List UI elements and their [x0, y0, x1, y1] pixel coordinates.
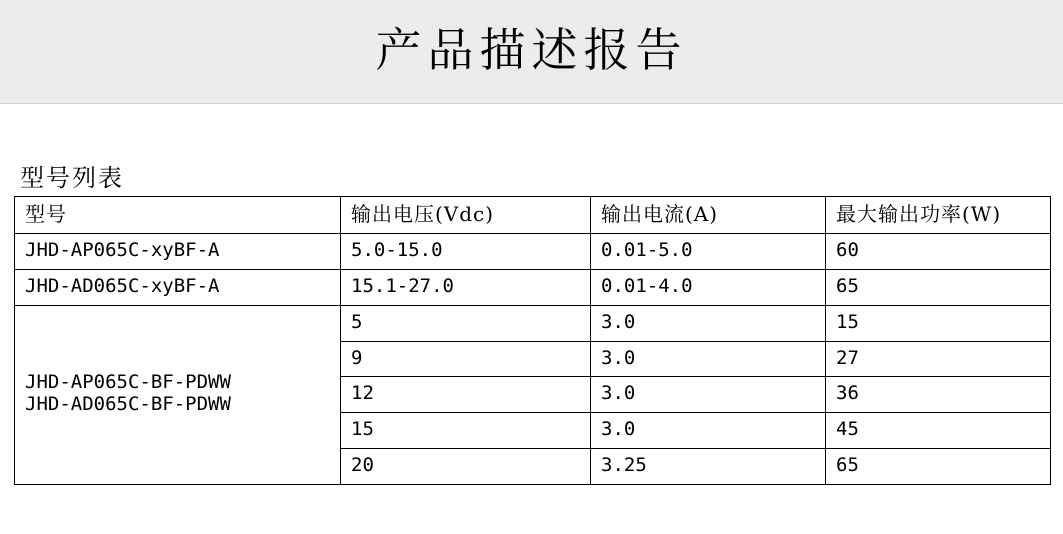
cell-power: 27: [826, 341, 1051, 377]
spec-table: [14, 196, 1051, 485]
cell-voltage: 9: [341, 341, 591, 377]
table-header-row: [15, 197, 1051, 234]
column-header-output-voltage: 输出电压(Vdc): [341, 197, 591, 234]
page-title: 产品描述报告: [375, 23, 688, 77]
cell-voltage: 12: [341, 377, 591, 413]
table-row: [15, 269, 1051, 305]
cell-voltage: 15: [341, 413, 591, 449]
model-line-1: JHD-AP065C-BF-PDWW: [25, 371, 231, 394]
cell-power: 60: [826, 234, 1051, 270]
cell-current: 3.25: [591, 449, 826, 485]
cell-voltage: 15.1-27.0: [341, 269, 591, 305]
cell-voltage: 20: [341, 449, 591, 485]
table-row: [15, 305, 1051, 341]
cell-current: 3.0: [591, 341, 826, 377]
column-header-output-current: 输出电流(A): [591, 197, 826, 234]
cell-power: 65: [826, 449, 1051, 485]
table-row: [15, 234, 1051, 270]
cell-power: 15: [826, 305, 1051, 341]
cell-current: 3.0: [591, 305, 826, 341]
cell-model-merged: [15, 305, 341, 484]
cell-voltage: 5: [341, 305, 591, 341]
column-header-max-output-power: 最大输出功率(W): [826, 197, 1051, 234]
cell-current: 3.0: [591, 413, 826, 449]
cell-current: 3.0: [591, 377, 826, 413]
cell-power: 36: [826, 377, 1051, 413]
model-line-2: JHD-AD065C-BF-PDWW: [25, 393, 231, 416]
cell-voltage: 5.0-15.0: [341, 234, 591, 270]
cell-current: 0.01-4.0: [591, 269, 826, 305]
cell-current: 0.01-5.0: [591, 234, 826, 270]
cell-power: 65: [826, 269, 1051, 305]
cell-power: 45: [826, 413, 1051, 449]
spec-table-container: [14, 196, 1050, 485]
column-header-model: 型号: [15, 197, 341, 234]
cell-model: JHD-AP065C-xyBF-A: [15, 234, 341, 270]
cell-model: JHD-AD065C-xyBF-A: [15, 269, 341, 305]
section-label-model-list: 型号列表: [20, 164, 124, 192]
